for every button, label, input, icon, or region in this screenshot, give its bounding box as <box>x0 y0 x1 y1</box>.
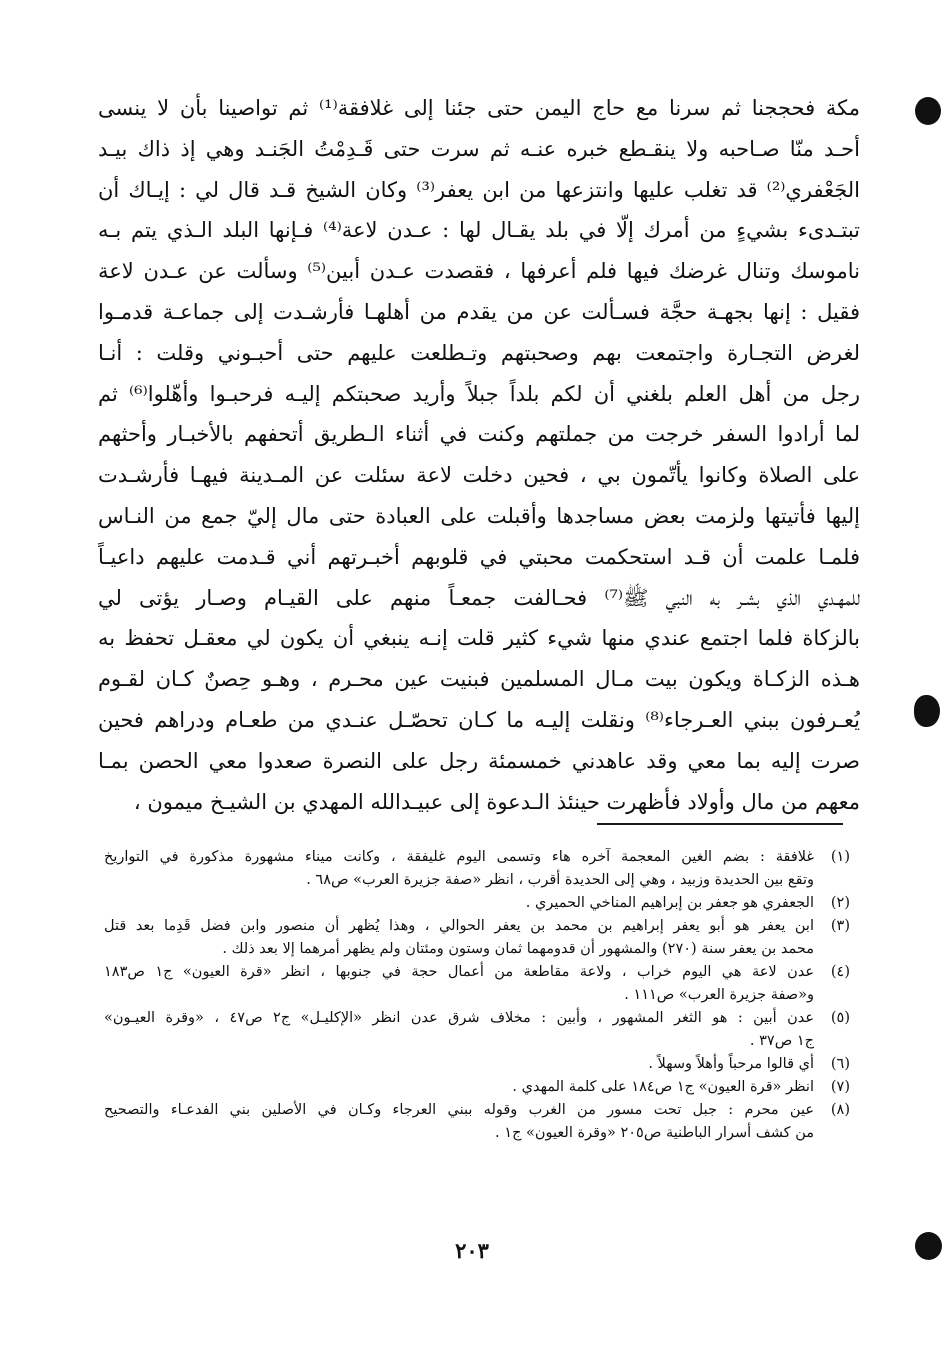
text-line: فلمـا علمت أن قـد استحكمت محبتي في قلوبهم أخبـرتهم أني قـدمت عليهم داعيـاً <box>98 544 860 569</box>
footnote-text: عين محرم : جبل تحت مسور من الغرب وقوله ببني العرجاء وكـان في الأصلين بني الفدعـاء والتصحيح <box>104 1102 814 1118</box>
footnote <box>104 1076 850 1099</box>
footnote-text: و«صفة جزيرة العرب» ص١١١ . <box>624 987 814 1003</box>
text-line: لما أرادوا السفر خرجت من جملتهم وكنت في أثناء الـطريق أتحفهم بالأخبـار وأحثهم <box>98 422 860 447</box>
text-line: بالزكاة فلما اجتمع عندي منها شيء كثير قلت إنـه ينبغي أن يكون لي معقـل تحفظ به <box>98 626 860 651</box>
footnote-number: (٢) <box>830 895 850 911</box>
text-line: للمهـدي الذي بشـر به النبي ﷺ⁽⁷⁾ فحـالفت جمعـاً منهم على القيـام وصـار يؤتى لي <box>98 585 860 610</box>
footnote-text: ابن يعفر هو أبو يعفر إبراهيم بن محمد بن يعفر الحوالي ، وهذا يُظهر أن منصور وابن فضل قَدِما بعد قتل <box>104 918 814 934</box>
footnote-number: (٤) <box>830 964 850 980</box>
footnote <box>104 961 850 1007</box>
text-line: الجَعْفري⁽²⁾ قد تغلب عليها وانتزعها من ابن يعفر⁽³⁾ وكان الشيخ قـد قال لي : إيـاك أن <box>98 177 860 202</box>
binding-hole-mark <box>915 1232 942 1260</box>
footnote <box>104 1053 850 1076</box>
text-line: معهم من مال وأولاد فأظهرت حينئذ الـدعوة إلى عبيـدالله المهدي بن الشيـخ ميمون ، <box>133 789 860 814</box>
footnote-text: ج١ ص٣٧ . <box>749 1033 814 1049</box>
footnote-text: غلافقة : بضم الغين المعجمة آخره هاء وتسمى اليوم غليفقة ، وكانت ميناء مشهورة مذكورة في التواريخ <box>104 849 814 865</box>
text-line: مكة فحججنا ثم سرنا مع حاج اليمن حتى جئنا إلى غلافقة⁽¹⁾ ثم تواصينا بأن لا ينسى <box>98 96 860 120</box>
binding-hole-mark <box>914 695 940 727</box>
page-number: ٢٠٣ <box>455 1238 489 1263</box>
text-line: فقيل : إنها بجهـة حجَّة فسـألت عن من يقدم من أهلهـا فأرشـدت إلى جماعـة قدمـوا <box>98 299 860 324</box>
footnotes <box>104 846 850 1145</box>
footnote-text: الجعفري هو جعفر بن إبراهيم المناخي الحميري . <box>525 895 814 911</box>
footnote-text: أي قالوا مرحباً وأهلاً وسهلاً . <box>648 1056 814 1072</box>
footnote-text: وتقع بين الحديدة وزبيد ، وهي إلى الحديدة أقرب ، انظر «صفة جزيرة العرب» ص٦٨ . <box>306 872 814 888</box>
footnote-text: من كشف أسرار الباطنية ص٢٠٥ «وقرة العيون» ج١ . <box>495 1125 814 1141</box>
footnote <box>104 846 850 892</box>
text-line: صرت إليه بما معي وقد عاهدني خمسمئة رجل على النصرة صعدوا معي الحصن بمـا <box>98 748 860 773</box>
binding-hole-mark <box>915 97 941 125</box>
footnote-number: (٨) <box>830 1102 850 1118</box>
footnote <box>104 1007 850 1053</box>
text-line: ناموسك وتنال غرضك فيها فلم أعرفها ، فقصدت عـدن أبين⁽⁵⁾ وسألت عن عـدن لاعة <box>98 259 860 284</box>
text-line: أحـد منّا صـاحبه ولا ينقـطع خبره عنـه ثم سرت حتى قَـدِمْتُ الجَنـد وهي إذ ذاك بيـد <box>98 136 860 161</box>
footnote-number: (٧) <box>830 1079 850 1095</box>
footnote <box>104 1099 850 1145</box>
text-line: لغرض التجـارة واجتمعت بهم وصحبتهم وتـطلعت عليهم حتى أحبـوني وقلت : أنـا <box>98 340 860 365</box>
footnote-text: عدن أبين : هو الثغر المشهور ، وأبين : مخلاف شرق عدن انظر «الإكليـل» ج٢ ص٤٧ ، «وقرة العيـون» <box>104 1010 814 1026</box>
footnote-number: (١) <box>830 849 850 865</box>
text-line: على الصلاة وكانوا يأتّمون بي ، فحين دخلت لاعة سئلت عن المـدينة فيهـا فأرشـدت <box>98 463 860 488</box>
footnote <box>104 915 850 961</box>
footnote-number: (٥) <box>830 1010 850 1026</box>
text-line: يُعـرفون ببني العـرجاء⁽⁸⁾ ونقلت إليـه ما كـان تحصّـل عنـدي من طعـام ودراهم فحين <box>98 707 860 732</box>
footnote-number: (٦) <box>830 1056 850 1072</box>
main-text <box>98 88 860 822</box>
footnote-text: محمد بن يعفر سنة (٢٧٠) والمشهور أن قدومهما ثمان وستون ومئتان ولم يظهر أمرهما إلا بعد ذلك . <box>222 941 814 957</box>
footnote-text: انظر «قرة العيون» ج١ ص١٨٤ على كلمة المهدي . <box>512 1079 814 1095</box>
text-line: رجل من أهل العلم بلغني أن لكم بلداً جبلاً وأريد صحبتكم إليـه فرحبـوا وأهّلوا⁽⁶⁾ ثم <box>98 381 860 406</box>
footnote-number: (٣) <box>830 918 850 934</box>
footnote-separator <box>597 823 843 825</box>
text-line: إليها فأتيتها ولزمت بعض مساجدها وأقبلت على العبادة حتى مال إليّ جمع من النـاس <box>98 503 860 528</box>
text-line: تبتـدىء بشيءٍ من أمرك إلّا في بلد يقـال لها : عـدن لاعة⁽⁴⁾ فـإنها البلد الـذي يتم بـه <box>98 218 860 243</box>
text-line: هـذه الزكـاة ويكون بيت مـال المسلمين فبنيت عين محـرم ، وهـو حِصنٌ كـان لقـوم <box>98 667 860 692</box>
footnote-text: عدن لاعة هي اليوم خراب ، ولاعة مقاطعة من أعمال حجة في جنوبها ، انظر «قرة العيون» ج١ ص١٨٣ <box>104 964 814 980</box>
footnote <box>104 892 850 915</box>
